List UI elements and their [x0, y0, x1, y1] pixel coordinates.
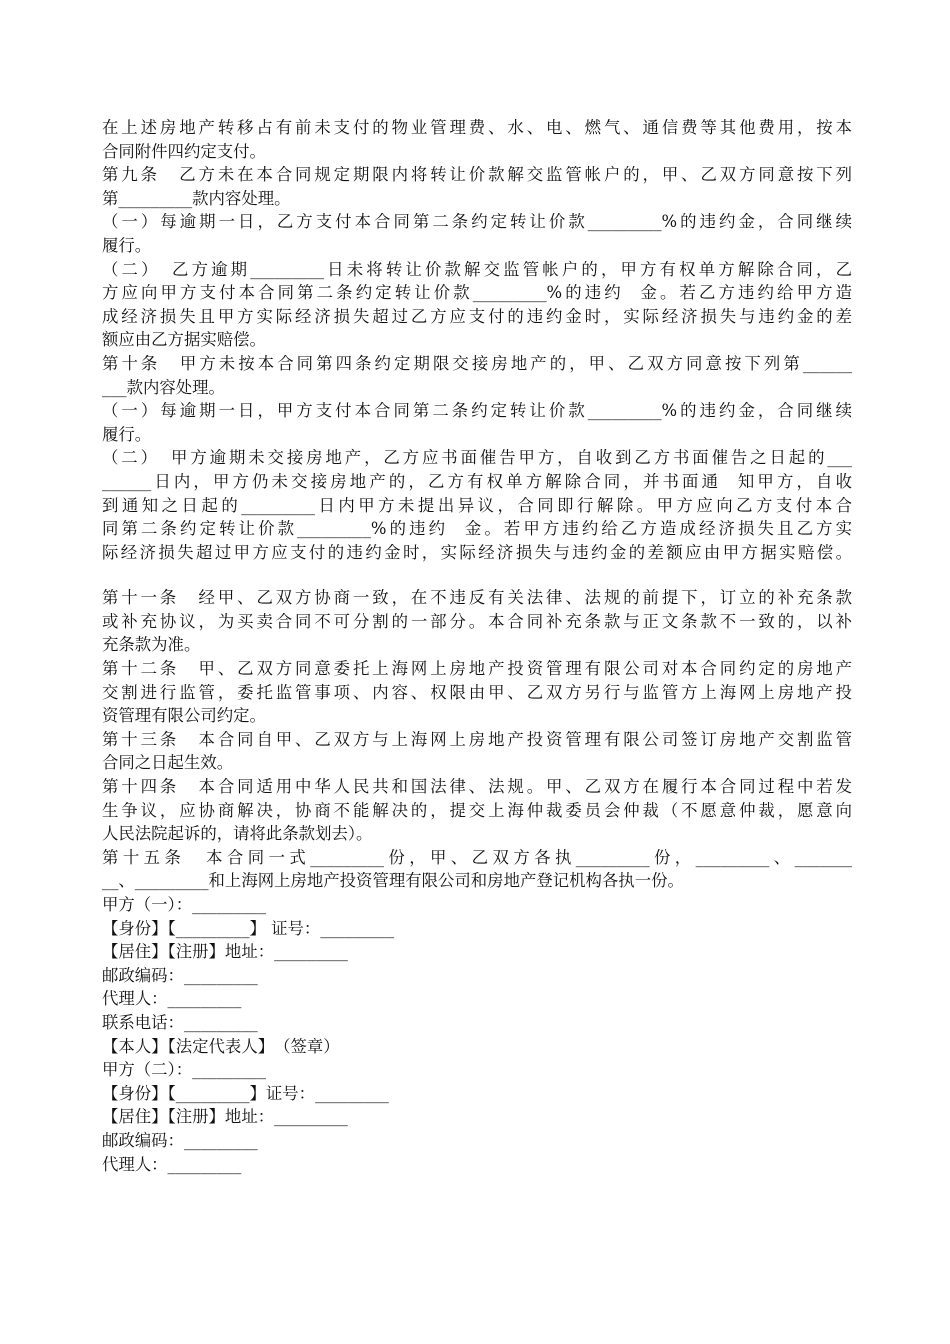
- text-line: ______日内，甲方仍未交接房地产的，乙方有权单方解除合同，并书面通 知甲方，自收: [102, 471, 852, 491]
- text-line: 人民法院起诉的，请将此条款划去）。: [102, 824, 373, 844]
- party-a1-phone: 联系电话：_________: [102, 1012, 258, 1032]
- party-a1-address: 【居住】【注册】地址：_________: [102, 942, 348, 962]
- text-line: 到通知之日起的_________日内甲方未提出异议，合同即行解除。甲方应向乙方支付本合: [102, 495, 852, 515]
- text-line: 第_________款内容处理。: [102, 188, 291, 208]
- party-a2-postcode: 邮政编码：_________: [102, 1130, 258, 1150]
- clause-12-heading: 第十二条 甲、乙双方同意委托上海网上房地产投资管理有限公司对本合同约定的房地产: [102, 659, 852, 679]
- party-a2-identity: 【身份】【_________】证号：_________: [102, 1083, 389, 1103]
- text-line: 同第二条约定转让价款_________%的违约 金。若甲方违约给乙方造成经济损失且乙方实: [102, 519, 852, 539]
- text-line: 履行。: [102, 235, 152, 255]
- party-a1-signature: 【本人】【法定代表人】 （签章）: [102, 1036, 340, 1056]
- text-line: 交割进行监管，委托监管事项、内容、权限由甲、乙双方另行与监管方上海网上房地产投: [102, 682, 852, 702]
- contract-page: [102, 116, 852, 1176]
- text-line: 合同之日起生效。: [102, 753, 234, 773]
- text-line: 际经济损失超过甲方应支付的违约金时，实际经济损失与违约金的差额应由甲方据实赔偿。: [102, 542, 852, 562]
- blank-line: [102, 564, 852, 586]
- party-a2-address: 【居住】【注册】地址：_________: [102, 1107, 348, 1127]
- party-a1-identity: 【身份】【_________】 证号：_________: [102, 918, 395, 938]
- text-line: （二） 乙方逾期_________日未将转让价款解交监管帐户的，甲方有权单方解除合同，乙: [102, 259, 852, 279]
- text-line: （一）每逾期一日，甲方支付本合同第二条约定转让价款_________%的违约金，合同继续: [102, 401, 852, 421]
- text-line: 额应由乙方据实赔偿。: [102, 330, 266, 350]
- party-a1-postcode: 邮政编码：_________: [102, 965, 258, 985]
- text-line: （二） 甲方逾期未交接房地产，乙方应书面催告甲方，自收到乙方书面催告之日起的___: [102, 448, 852, 468]
- text-line: 或补充协议，为买卖合同不可分割的一部分。本合同补充条款与正文条款不一致的，以补: [102, 611, 852, 631]
- text-line: 在上述房地产转移占有前未支付的物业管理费、水、电、燃气、通信费等其他费用，按本: [102, 118, 852, 137]
- text-line: 资管理有限公司约定。: [102, 706, 266, 726]
- text-line: （一）每逾期一日，乙方支付本合同第二条约定转让价款_________%的违约金，合同继续: [102, 212, 852, 232]
- text-line: 履行。: [102, 424, 152, 444]
- text-line: 充条款为准。: [102, 635, 201, 655]
- text-line: 方应向甲方支付本合同第二条约定转让价款_________%的违约 金。若乙方违约给甲方造: [102, 283, 852, 303]
- party-a1-agent: 代理人：_________: [102, 989, 242, 1009]
- party-a1-label: 甲方（一）：_________: [102, 895, 266, 914]
- party-a2-label: 甲方（二）：_________: [102, 1060, 266, 1080]
- text-line: 合同附件四约定支付。: [102, 141, 266, 161]
- clause-15-heading: 第十五条 本合同一式_________份，甲、乙双方各执_________份，_________、_______: [102, 847, 852, 867]
- text-line: ___款内容处理。: [102, 377, 225, 397]
- text-line: __、_________和上海网上房地产投资管理有限公司和房地产登记机构各执一份。: [102, 871, 684, 891]
- clause-14-heading: 第十四条 本合同适用中华人民共和国法律、法规。甲、乙双方在履行本合同过程中若发: [102, 777, 852, 797]
- clause-11-heading: 第十一条 经甲、乙双方协商一致，在不违反有关法律、法规的前提下，订立的补充条款: [102, 588, 852, 608]
- text-line: 生争议，应协商解决，协商不能解决的，提交上海仲裁委员会仲裁（不愿意仲裁，愿意向: [102, 800, 852, 820]
- clause-13-heading: 第十三条 本合同自甲、乙双方与上海网上房地产投资管理有限公司签订房地产交割监管: [102, 729, 852, 749]
- text-line: 成经济损失且甲方实际经济损失超过乙方应支付的违约金时，实际经济损失与违约金的差: [102, 306, 852, 326]
- clause-10-heading: 第十条 甲方未按本合同第四条约定期限交接房地产的，甲、乙双方同意按下列第______: [102, 353, 852, 373]
- party-a2-agent: 代理人：_________: [102, 1154, 242, 1174]
- clause-9-heading: 第九条 乙方未在本合同规定期限内将转让价款解交监管帐户的，甲、乙双方同意按下列: [102, 165, 852, 185]
